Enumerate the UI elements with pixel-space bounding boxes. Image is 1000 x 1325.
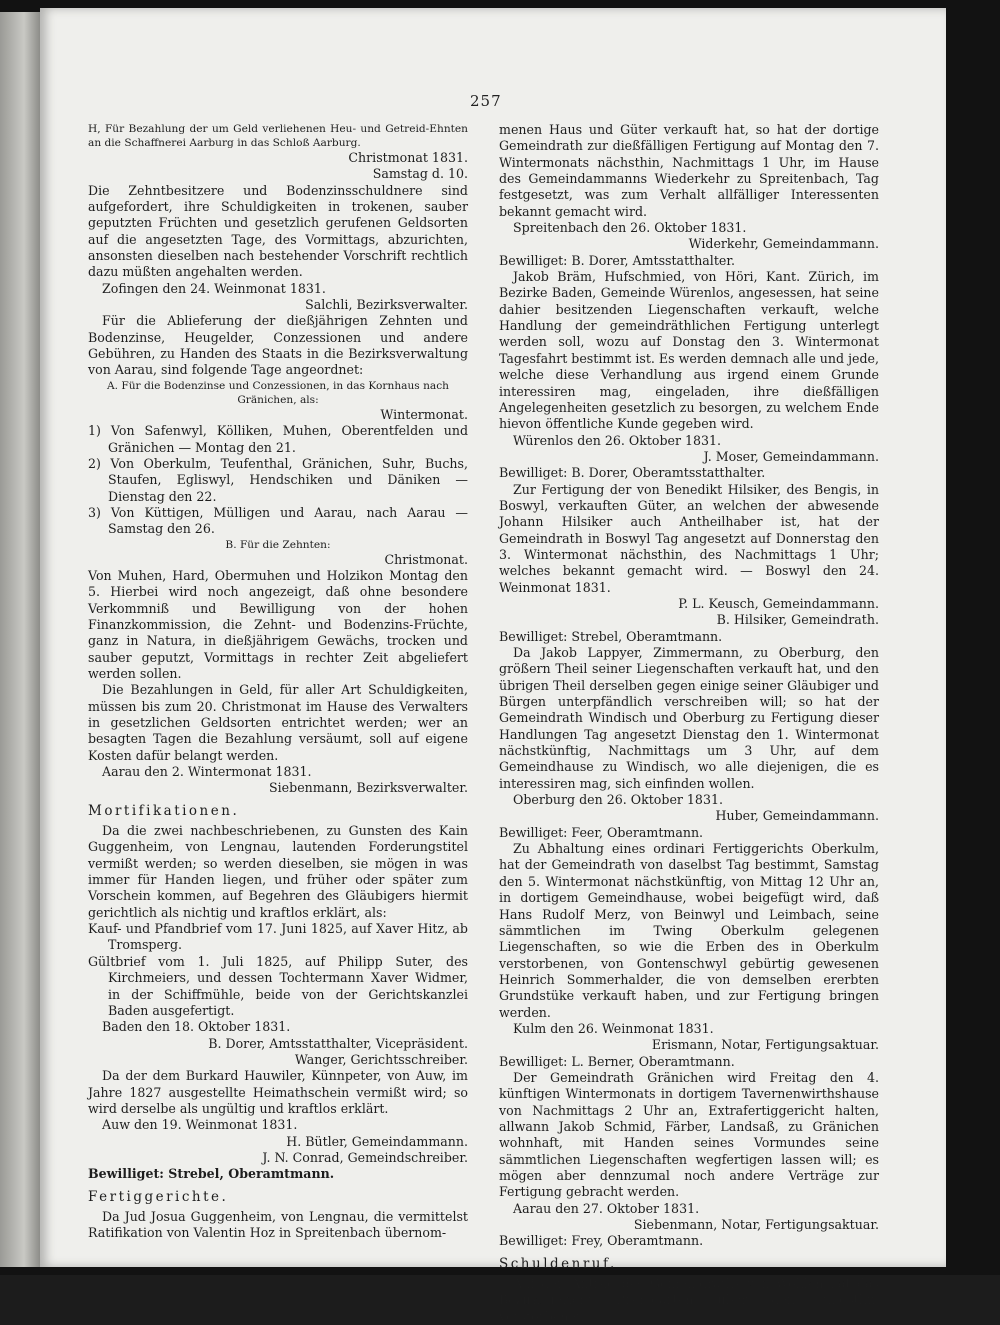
left-column-line: 3) Von Küttigen, Mülligen und Aarau, nach Aarau — Samstag den 26. bbox=[88, 504, 468, 537]
right-column-line: Oberburg den 26. Oktober 1831. bbox=[513, 792, 723, 808]
left-column bbox=[88, 122, 468, 1241]
right-column-line: Bewilliget: Strebel, Oberamtmann. bbox=[499, 628, 723, 644]
left-column-line: H, Für Bezahlung der um Geld verliehenen Heu- und Getreid-Ehnten an die Schaffnerei Aarburg in das Schloß Aarburg. bbox=[88, 123, 468, 149]
right-column-line: Würenlos den 26. Oktober 1831. bbox=[513, 432, 722, 448]
right-column-line: Bewilliget: B. Dorer, Oberamtsstatthalter. bbox=[499, 465, 766, 481]
left-column-line: Die Bezahlungen in Geld, für aller Art Schuldigkeiten, müssen bis zum 20. Christmonat im Hause des Verwalters in gesetzlichen Geldsorten entrichtet werden; wer an besagten Tagen die Bezahlung versäumt, soll auf eigene Kosten dafür belangt werden. bbox=[88, 682, 468, 763]
right-column-line: B. Hilsiker, Gemeindrath. bbox=[716, 612, 879, 628]
left-column-line: Aarau den 2. Wintermonat 1831. bbox=[102, 764, 312, 780]
right-column-line: menen Haus und Güter verkauft hat, so hat der dortige Gemeindrath zur dießfälligen Fertigung auf Montag den 7. Wintermonats nächsthin, Nachmittags 1 Uhr, im Hause des Gemeindammanns Wiederkehr zu Spreitenbach, Tag festgesetzt, was zum Verhalt allfälliger Interessenten bekannt gemacht wird. bbox=[499, 122, 879, 219]
right-column-line: Zu Abhaltung eines ordinari Fertiggerichts Oberkulm, hat der Gemeindrath von daselbst Tag bestimmt, Samstag den 5. Wintermonat nächstkünftig, von Mittag 12 Uhr an, in dortigem Gemeindhause, wobei beigefügt wird, daß Hans Rudolf Merz, von Beinwyl und Leimbach, seine sämmtlichen im Twing Oberkulm gelegenen Liegenschaften, so wie die Erben des in Oberkulm verstorbenen, von Gontenschwyl gebürtig gewesenen Heinrich Sommerhalder, die von demselben ererbten Grundstüke verkauft haben, und zur Fertigung bringen werden. bbox=[499, 841, 879, 1020]
right-column-line: Widerkehr, Gemeindammann. bbox=[688, 236, 879, 252]
left-column-line: J. N. Conrad, Gemeindschreiber. bbox=[262, 1149, 468, 1165]
left-column-line: 1) Von Safenwyl, Kölliken, Muhen, Oberentfelden und Gränichen — Montag den 21. bbox=[88, 423, 468, 455]
right-column-line: Bewilliget: B. Dorer, Amtsstatthalter. bbox=[499, 252, 735, 268]
right-column-line: Siebenmann, Notar, Fertigungsaktuar. bbox=[633, 1217, 879, 1233]
adjacent-page-edge bbox=[0, 12, 40, 1267]
left-column-line: Von Muhen, Hard, Obermuhen und Holzikon Montag den 5. Hierbei wird noch angezeigt, daß ohne besondere Verkommniß und Bewilligung von der hohen Finanzkommission, die Zehnt- und Bodenzins-Früchte, ganz in Natura, in dießjährigem Gewächs, trocken und sauber geputzt, Vormittags in rechter Zeit abgeliefert werden sollen. bbox=[88, 567, 468, 681]
left-column-line: Auw den 19. Weinmonat 1831. bbox=[102, 1117, 298, 1133]
right-column-line: Schuldenruf. bbox=[499, 1255, 617, 1272]
left-column-line: Baden den 18. Oktober 1831. bbox=[102, 1019, 291, 1035]
left-column-line: Mortifikationen. bbox=[88, 802, 240, 819]
left-column-line: Bewilliget: Strebel, Oberamtmann. bbox=[88, 1166, 335, 1182]
left-column-line: Salchli, Bezirksverwalter. bbox=[305, 297, 468, 313]
left-column-line: Wanger, Gerichtsschreiber. bbox=[294, 1051, 468, 1067]
right-column-line: Bewilliget: Feer, Oberamtmann. bbox=[499, 824, 704, 840]
left-column-line: Da Jud Josua Guggenheim, von Lengnau, die vermittelst Ratifikation von Valentin Hoz in Spreitenbach übernom- bbox=[88, 1208, 468, 1241]
right-column-line: J. Moser, Gemeindammann. bbox=[703, 448, 879, 464]
left-column-line: Christmonat 1831. bbox=[348, 150, 468, 165]
page-number: 257 bbox=[470, 92, 502, 110]
left-column-line: Zofingen den 24. Weinmonat 1831. bbox=[102, 280, 326, 296]
left-column-line: A. Für die Bodenzinse und Conzessionen, in das Kornhaus nach Gränichen, als: bbox=[107, 379, 449, 406]
right-column-line: Jakob Bräm, Hufschmied, von Höri, Kant. Zürich, im Bezirke Baden, Gemeinde Würenlos, angesessen, hat seine dahier besitzenden Liegenschaften verkauft, welche Handlung der gemeindräthlichen Fertigung unterlegt werden soll, wozu auf Donstag den 3. Wintermonat Tagesfahrt bestimmt ist. Es werden demnach alle und jede, welche diese Verhandlung aus irgend einem Grunde interessiren mag, eingeladen, ihre dießfälligen Angelegenheiten gesetzlich zu besorgen, zu welchem Ende hievon öffentliche Kunde gegeben wird. bbox=[499, 269, 879, 432]
left-column-line: B. Für die Zehnten: bbox=[225, 538, 331, 551]
right-column-line: P. L. Keusch, Gemeindammann. bbox=[678, 595, 879, 611]
left-column-line: Da der dem Burkard Hauwiler, Künnpeter, von Auw, im Jahre 1827 ausgestellte Heimathschein vermißt wird; so wird derselbe als ungültig und kraftlos erklärt. bbox=[88, 1068, 468, 1116]
right-column-line: Aarau den 27. Oktober 1831. bbox=[513, 1200, 700, 1216]
left-column-line: Samstag d. 10. bbox=[372, 166, 468, 182]
right-column-line: Erismann, Notar, Fertigungsaktuar. bbox=[651, 1037, 879, 1053]
left-column-line: Gültbrief vom 1. Juli 1825, auf Philipp Suter, des Kirchmeiers, und dessen Tochtermann Xaver Widmer, in der Schiffmühle, beide von der Gerichtskanzlei Baden ausgefertigt. bbox=[88, 953, 468, 1018]
right-column-line: Kulm den 26. Weinmonat 1831. bbox=[513, 1020, 714, 1036]
right-column-line: Der Gemeindrath Gränichen wird Freitag den 4. künftigen Wintermonats in dortigem Tavernenwirthshause von Nachmittags 2 Uhr an, Extrafertiggericht halten, allwann Jakob Schmid, Färber, Landsaß, zu Gränichen wohnhaft, mit Handen seines Vormundes seine sämmtlichen Liegenschaften wegfertigen lassen will; es mögen aber dennzumal noch andere Verträge zur Fertigung gebracht werden. bbox=[499, 1069, 879, 1200]
left-column-line: Christmonat. bbox=[384, 551, 468, 567]
left-column-line: Für die Ablieferung der dießjährigen Zehnten und Bodenzinse, Heugelder, Conzessionen und andere Gebühren, zu Handen des Staats in die Bezirksverwaltung von Aarau, sind folgende Tage angeordnet: bbox=[88, 313, 468, 378]
left-column-line: Kauf- und Pfandbrief vom 17. Juni 1825, auf Xaver Hitz, ab Tromsperg. bbox=[88, 921, 468, 953]
right-column-line: Bewilliget: L. Berner, Oberamtmann. bbox=[499, 1053, 735, 1069]
right-column-line: Auf den Antrag des Gemeindraths von Wohlen hat das Bezirksgericht Bremgarten über den jüngsthin verstorbenen bbox=[499, 1276, 879, 1324]
left-column-line: Fertiggerichte. bbox=[88, 1188, 229, 1205]
right-column-line: Huber, Gemeindammann. bbox=[715, 808, 879, 824]
left-column-line: Wintermonat. bbox=[380, 406, 468, 422]
right-column-line: Spreitenbach den 26. Oktober 1831. bbox=[513, 220, 747, 236]
left-column-line: Siebenmann, Bezirksverwalter. bbox=[269, 780, 468, 796]
left-column-line: Die Zehntbesitzere und Bodenzinsschuldnere sind aufgefordert, ihre Schuldigkeiten in trokenen, sauber geputzten Früchten und gesetzlich gerufenen Geldsorten auf die angesetzten Tage, des Vormittags, abzurichten, ansonsten dieselben nach bestehender Vorschrift rechtlich dazu müßten angehalten werden. bbox=[88, 182, 468, 280]
right-column-line: Zur Fertigung der von Benedikt Hilsiker, des Bengis, in Boswyl, verkauften Güter, an welchen der abwesende Johann Hilsiker auch Antheilhaber ist, hat der Gemeindrath in Boswyl Tag angesetzt auf Donnerstag den 3. Wintermonat nächsthin, des Nachmittags 1 Uhr; welches bekannt gemacht wird. — Boswyl den 24. Weinmonat 1831. bbox=[499, 481, 879, 595]
left-column-line: H. Bütler, Gemeindammann. bbox=[286, 1133, 468, 1149]
right-column-line: Bewilliget: Frey, Oberamtmann. bbox=[499, 1233, 704, 1249]
right-column-line: Da Jakob Lappyer, Zimmermann, zu Oberburg, den größern Theil seiner Liegenschaften verkauft hat, und den übrigen Theil derselben gegen einige seiner Gläubiger und Bürgen unterpfändlich verschreiben will; so hat der Gemeindrath Windisch und Oberburg zu Fertigung dieser Handlungen Tag angesetzt Dienstag den 1. Wintermonat nächstkünftig, Nachmittags um 3 Uhr, auf dem Gemeindhause zu Windisch, wo alle diejenigen, die es interessiren mag, sich einfinden wollen. bbox=[499, 645, 879, 791]
left-column-line: Da die zwei nachbeschriebenen, zu Gunsten des Kain Guggenheim, von Lengnau, lautenden Forderungstitel vermißt werden; so werden dieselben, sie mögen in was immer für Handen liegen, und früher oder später zum Vorschein kommen, auf Begehren des Gläubigers hiermit gerichtlich als nichtig und kraftlos erklärt, als: bbox=[88, 823, 468, 920]
left-column-line: 2) Von Oberkulm, Teufenthal, Gränichen, Suhr, Buchs, Staufen, Egliswyl, Hendschiken und Däniken — Dienstag den 22. bbox=[88, 455, 468, 504]
right-column bbox=[499, 122, 879, 1324]
left-column-line: B. Dorer, Amtsstatthalter, Vicepräsident. bbox=[208, 1035, 468, 1051]
